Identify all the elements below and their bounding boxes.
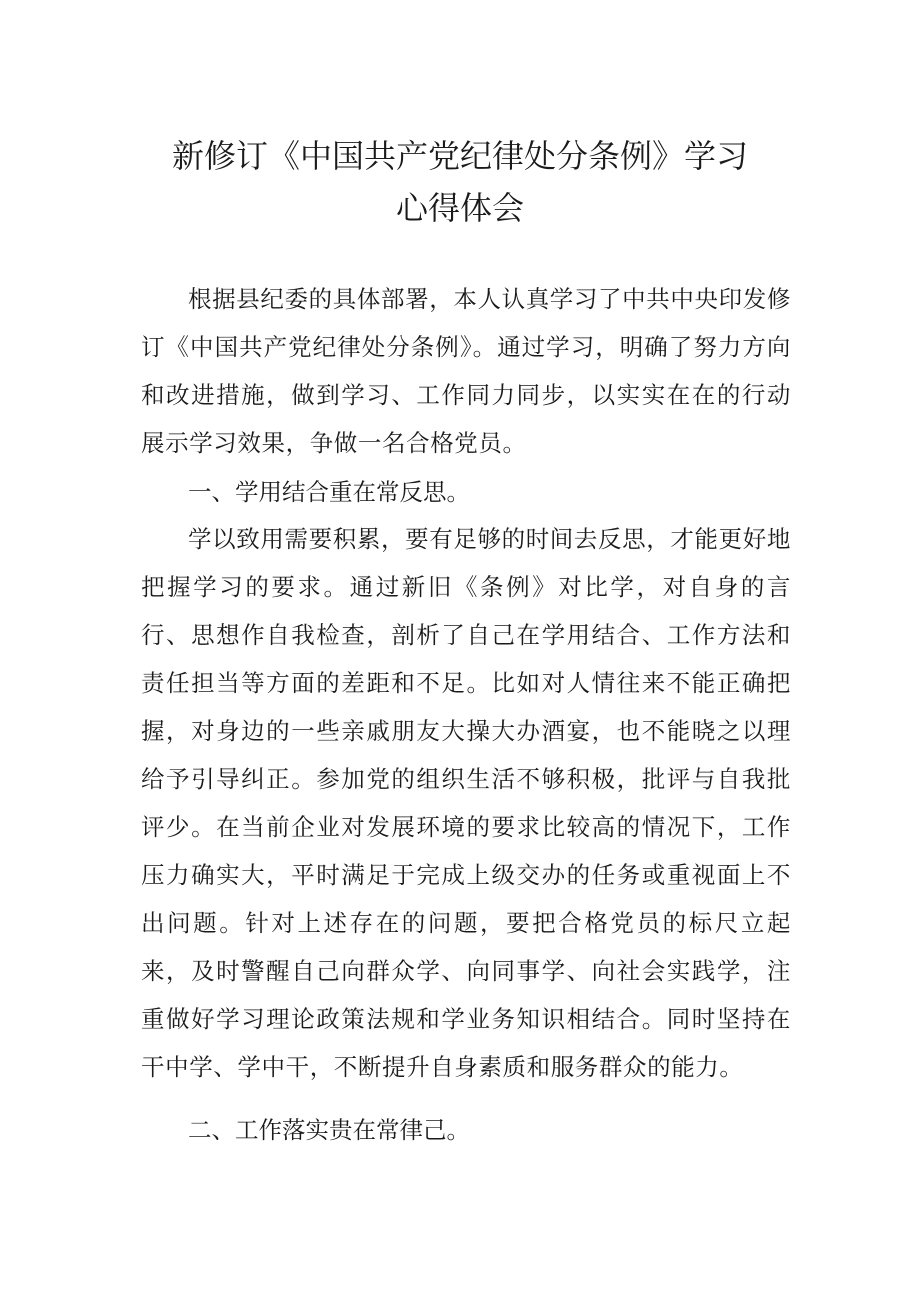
document-title-line-2: 心得体会 (395, 189, 524, 227)
intro-paragraph: 根据县纪委的具体部署，本人认真学习了中共中央印发修订《中国共产党纪律处分条例》。通过学习，明确了努力方向和改进措施，做到学习、工作同力同步，以实实在在的行动展示学习效果，争做一名合格党员。 (141, 285, 791, 457)
document-title-line-1: 新修订《中国共产党纪律处分条例》学习 (171, 137, 748, 175)
section-1-paragraph: 学以致用需要积累，要有足够的时间去反思，才能更好地把握学习的要求。通过新旧《条例》对比学，对自身的言行、思想作自我检查，剖析了自己在学用结合、工作方法和责任担当等方面的差距和不足。比如对人情往来不能正确把握，对身边的一些亲戚朋友大操大办酒宴，也不能晓之以理给予引导纠正。参加党的组织生活不够积极，批评与自我批评少。在当前企业对发展环境的要求比较高的情况下，工作压力确实大，平时满足于完成上级交办的任务或重视面上不出问题。针对上述存在的问题，要把合格党员的标尺立起来，及时警醒自己向群众学、向同事学、向社会实践学，注重做好学习理论政策法规和学业务知识相结合。同时坚持在干中学、学中干，不断提升自身素质和服务群众的能力。 (141, 525, 791, 1081)
section-1-heading: 一、学用结合重在常反思。 (188, 478, 470, 506)
section-2-heading: 二、工作落实贵在常律己。 (188, 1116, 470, 1144)
